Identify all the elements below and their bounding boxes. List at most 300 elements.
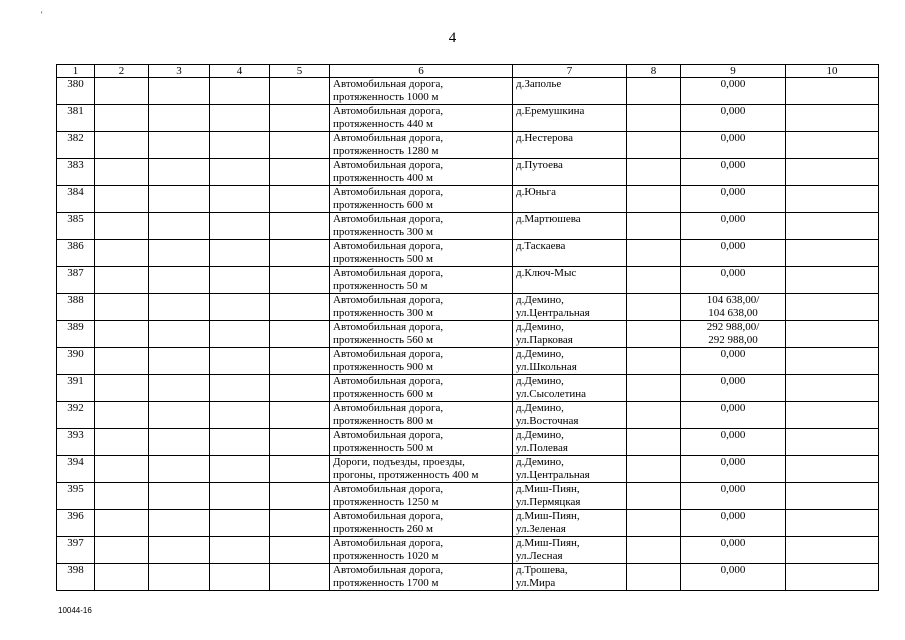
cell-text-line: протяженность 1020 м bbox=[333, 550, 439, 562]
table-row bbox=[57, 483, 879, 510]
empty-cell bbox=[210, 402, 270, 429]
empty-cell bbox=[149, 267, 210, 294]
value-cell bbox=[681, 348, 786, 375]
cell-text-line: 0,000 bbox=[720, 132, 746, 144]
location-cell bbox=[513, 240, 627, 267]
empty-cell bbox=[210, 213, 270, 240]
empty-cell bbox=[149, 510, 210, 537]
empty-cell bbox=[270, 132, 330, 159]
value-cell bbox=[681, 375, 786, 402]
empty-cell bbox=[95, 564, 149, 591]
empty-cell bbox=[210, 375, 270, 402]
value-cell bbox=[681, 132, 786, 159]
empty-cell bbox=[95, 402, 149, 429]
cell-text-line: ул.Полевая bbox=[516, 442, 568, 454]
cell-text-line: 393 bbox=[67, 429, 84, 441]
empty-cell bbox=[149, 105, 210, 132]
empty-cell bbox=[210, 483, 270, 510]
cell-text-line: 387 bbox=[67, 267, 84, 279]
cell-text-line: 0,000 bbox=[720, 159, 746, 171]
cell-text-line: 391 bbox=[67, 375, 84, 387]
value-cell bbox=[681, 186, 786, 213]
empty-cell bbox=[786, 402, 879, 429]
cell-text-line: 392 bbox=[67, 402, 84, 414]
empty-cell bbox=[149, 78, 210, 105]
cell-text-line: д.Еремушкина bbox=[516, 105, 585, 117]
cell-text-line: Автомобильная дорога, bbox=[333, 267, 444, 279]
empty-cell bbox=[210, 159, 270, 186]
table-row bbox=[57, 456, 879, 483]
cell-text-line: протяженность 1000 м bbox=[333, 91, 439, 103]
cell-text-line: Автомобильная дорога, bbox=[333, 348, 444, 360]
registry-table bbox=[56, 64, 879, 591]
empty-cell bbox=[627, 348, 681, 375]
empty-cell bbox=[270, 267, 330, 294]
column-header: 7 bbox=[513, 65, 627, 78]
cell-text-line: 381 bbox=[67, 105, 84, 117]
empty-cell bbox=[627, 537, 681, 564]
document-footer-code: 10044-16 bbox=[58, 606, 92, 615]
row-number-cell bbox=[57, 510, 95, 537]
cell-text-line: ул.Восточная bbox=[516, 415, 579, 427]
cell-text-line: 389 bbox=[67, 321, 84, 333]
table-row bbox=[57, 294, 879, 321]
empty-cell bbox=[270, 159, 330, 186]
location-cell bbox=[513, 105, 627, 132]
empty-cell bbox=[149, 159, 210, 186]
empty-cell bbox=[210, 564, 270, 591]
table-row bbox=[57, 429, 879, 456]
empty-cell bbox=[210, 537, 270, 564]
cell-text-line: д.Миш-Пиян, bbox=[516, 510, 580, 522]
empty-cell bbox=[95, 78, 149, 105]
column-header: 9 bbox=[681, 65, 786, 78]
location-cell bbox=[513, 456, 627, 483]
empty-cell bbox=[270, 186, 330, 213]
empty-cell bbox=[627, 510, 681, 537]
cell-text-line: Дороги, подъезды, проезды, bbox=[333, 456, 465, 468]
location-cell bbox=[513, 564, 627, 591]
value-cell bbox=[681, 402, 786, 429]
empty-cell bbox=[627, 186, 681, 213]
cell-text-line: 0,000 bbox=[720, 564, 746, 576]
row-number-cell bbox=[57, 267, 95, 294]
object-name-cell bbox=[330, 240, 513, 267]
empty-cell bbox=[270, 483, 330, 510]
row-number-cell bbox=[57, 402, 95, 429]
empty-cell bbox=[270, 78, 330, 105]
empty-cell bbox=[786, 429, 879, 456]
empty-cell bbox=[95, 105, 149, 132]
empty-cell bbox=[786, 240, 879, 267]
empty-cell bbox=[627, 429, 681, 456]
object-name-cell bbox=[330, 564, 513, 591]
cell-text-line: протяженность 800 м bbox=[333, 415, 434, 427]
empty-cell bbox=[270, 213, 330, 240]
value-cell bbox=[681, 321, 786, 348]
column-header: 10 bbox=[786, 65, 879, 78]
row-number-cell bbox=[57, 240, 95, 267]
cell-text-line: 396 bbox=[67, 510, 84, 522]
table-row bbox=[57, 537, 879, 564]
column-header: 2 bbox=[95, 65, 149, 78]
empty-cell bbox=[210, 267, 270, 294]
object-name-cell bbox=[330, 132, 513, 159]
empty-cell bbox=[627, 132, 681, 159]
cell-text-line: д.Демино, bbox=[516, 294, 564, 306]
cell-text-line: протяженность 1250 м bbox=[333, 496, 439, 508]
cell-text-line: 0,000 bbox=[720, 456, 746, 468]
cell-text-line: 384 bbox=[67, 186, 84, 198]
cell-text-line: д.Ключ-Мыс bbox=[516, 267, 577, 279]
cell-text-line: 0,000 bbox=[720, 483, 746, 495]
cell-text-line: д.Демино, bbox=[516, 402, 564, 414]
location-cell bbox=[513, 78, 627, 105]
table-row bbox=[57, 267, 879, 294]
empty-cell bbox=[627, 294, 681, 321]
empty-cell bbox=[786, 348, 879, 375]
table-row bbox=[57, 240, 879, 267]
cell-text-line: протяженность 560 м bbox=[333, 334, 434, 346]
row-number-cell bbox=[57, 564, 95, 591]
cell-text-line: Автомобильная дорога, bbox=[333, 429, 444, 441]
cell-text-line: д.Демино, bbox=[516, 321, 564, 333]
table-row bbox=[57, 402, 879, 429]
empty-cell bbox=[786, 78, 879, 105]
cell-text-line: Автомобильная дорога, bbox=[333, 537, 444, 549]
row-number-cell bbox=[57, 105, 95, 132]
empty-cell bbox=[627, 213, 681, 240]
table-row bbox=[57, 375, 879, 402]
value-cell bbox=[681, 429, 786, 456]
location-cell bbox=[513, 213, 627, 240]
location-cell bbox=[513, 267, 627, 294]
cell-text-line: Автомобильная дорога, bbox=[333, 510, 444, 522]
empty-cell bbox=[786, 159, 879, 186]
empty-cell bbox=[210, 510, 270, 537]
scan-corner-mark: ‘ bbox=[40, 10, 44, 21]
cell-text-line: протяженность 1700 м bbox=[333, 577, 439, 589]
row-number-cell bbox=[57, 132, 95, 159]
cell-text-line: 0,000 bbox=[720, 240, 746, 252]
empty-cell bbox=[210, 456, 270, 483]
cell-text-line: 0,000 bbox=[720, 375, 746, 387]
empty-cell bbox=[95, 483, 149, 510]
cell-text-line: ул.Лесная bbox=[516, 550, 563, 562]
table-row bbox=[57, 321, 879, 348]
empty-cell bbox=[786, 132, 879, 159]
empty-cell bbox=[210, 294, 270, 321]
cell-text-line: 0,000 bbox=[720, 105, 746, 117]
empty-cell bbox=[786, 510, 879, 537]
cell-text-line: ул.Зеленая bbox=[516, 523, 566, 535]
object-name-cell bbox=[330, 321, 513, 348]
cell-text-line: д.Таскаева bbox=[516, 240, 566, 252]
cell-text-line: д.Мартюшева bbox=[516, 213, 581, 225]
empty-cell bbox=[210, 240, 270, 267]
empty-cell bbox=[95, 132, 149, 159]
cell-text-line: Автомобильная дорога, bbox=[333, 159, 444, 171]
empty-cell bbox=[270, 402, 330, 429]
empty-cell bbox=[627, 402, 681, 429]
empty-cell bbox=[270, 294, 330, 321]
cell-text-line: протяженность 600 м bbox=[333, 199, 434, 211]
value-cell bbox=[681, 159, 786, 186]
empty-cell bbox=[270, 510, 330, 537]
cell-text-line: д.Заполье bbox=[516, 78, 562, 90]
empty-cell bbox=[95, 159, 149, 186]
column-header: 5 bbox=[270, 65, 330, 78]
location-cell bbox=[513, 132, 627, 159]
object-name-cell bbox=[330, 186, 513, 213]
row-number-cell bbox=[57, 375, 95, 402]
row-number-cell bbox=[57, 456, 95, 483]
location-cell bbox=[513, 348, 627, 375]
empty-cell bbox=[786, 375, 879, 402]
value-cell bbox=[681, 510, 786, 537]
cell-text-line: 0,000 bbox=[720, 186, 746, 198]
cell-text-line: Автомобильная дорога, bbox=[333, 213, 444, 225]
object-name-cell bbox=[330, 429, 513, 456]
cell-text-line: Автомобильная дорога, bbox=[333, 375, 444, 387]
empty-cell bbox=[95, 456, 149, 483]
location-cell bbox=[513, 483, 627, 510]
row-number-cell bbox=[57, 348, 95, 375]
empty-cell bbox=[210, 348, 270, 375]
empty-cell bbox=[786, 483, 879, 510]
cell-text-line: д.Нестерова bbox=[516, 132, 573, 144]
empty-cell bbox=[270, 456, 330, 483]
cell-text-line: ул.Пермяцкая bbox=[516, 496, 581, 508]
value-cell bbox=[681, 456, 786, 483]
empty-cell bbox=[149, 402, 210, 429]
cell-text-line: протяженность 900 м bbox=[333, 361, 434, 373]
empty-cell bbox=[786, 321, 879, 348]
empty-cell bbox=[270, 564, 330, 591]
cell-text-line: д.Демино, bbox=[516, 456, 564, 468]
value-cell bbox=[681, 213, 786, 240]
cell-text-line: Автомобильная дорога, bbox=[333, 483, 444, 495]
cell-text-line: 0,000 bbox=[720, 78, 746, 90]
empty-cell bbox=[786, 213, 879, 240]
empty-cell bbox=[149, 375, 210, 402]
row-number-cell bbox=[57, 213, 95, 240]
empty-cell bbox=[627, 564, 681, 591]
empty-cell bbox=[149, 456, 210, 483]
empty-cell bbox=[95, 267, 149, 294]
empty-cell bbox=[149, 186, 210, 213]
location-cell bbox=[513, 510, 627, 537]
empty-cell bbox=[627, 240, 681, 267]
cell-text-line: 383 bbox=[67, 159, 84, 171]
cell-text-line: д.Демино, bbox=[516, 348, 564, 360]
cell-text-line: 388 bbox=[67, 294, 84, 306]
object-name-cell bbox=[330, 294, 513, 321]
empty-cell bbox=[95, 348, 149, 375]
cell-text-line: Автомобильная дорога, bbox=[333, 321, 444, 333]
column-header: 8 bbox=[627, 65, 681, 78]
cell-text-line: 0,000 bbox=[720, 510, 746, 522]
cell-text-line: 395 bbox=[67, 483, 84, 495]
empty-cell bbox=[149, 537, 210, 564]
row-number-cell bbox=[57, 537, 95, 564]
cell-text-line: д.Юньга bbox=[516, 186, 556, 198]
empty-cell bbox=[95, 510, 149, 537]
object-name-cell bbox=[330, 267, 513, 294]
column-header: 3 bbox=[149, 65, 210, 78]
cell-text-line: протяженность 440 м bbox=[333, 118, 434, 130]
location-cell bbox=[513, 294, 627, 321]
empty-cell bbox=[149, 483, 210, 510]
empty-cell bbox=[95, 375, 149, 402]
object-name-cell bbox=[330, 402, 513, 429]
empty-cell bbox=[270, 375, 330, 402]
column-header: 4 bbox=[210, 65, 270, 78]
object-name-cell bbox=[330, 510, 513, 537]
value-cell bbox=[681, 105, 786, 132]
table-row bbox=[57, 510, 879, 537]
empty-cell bbox=[270, 321, 330, 348]
empty-cell bbox=[95, 429, 149, 456]
empty-cell bbox=[627, 321, 681, 348]
value-cell bbox=[681, 483, 786, 510]
cell-text-line: протяженность 600 м bbox=[333, 388, 434, 400]
empty-cell bbox=[95, 294, 149, 321]
empty-cell bbox=[786, 267, 879, 294]
value-cell bbox=[681, 537, 786, 564]
table-row bbox=[57, 105, 879, 132]
cell-text-line: 382 bbox=[67, 132, 84, 144]
cell-text-line: Автомобильная дорога, bbox=[333, 240, 444, 252]
value-cell bbox=[681, 564, 786, 591]
value-cell bbox=[681, 240, 786, 267]
cell-text-line: протяженность 300 м bbox=[333, 307, 434, 319]
empty-cell bbox=[786, 456, 879, 483]
table-row bbox=[57, 186, 879, 213]
cell-text-line: Автомобильная дорога, bbox=[333, 564, 444, 576]
empty-cell bbox=[786, 294, 879, 321]
cell-text-line: ул.Мира bbox=[516, 577, 556, 589]
location-cell bbox=[513, 159, 627, 186]
empty-cell bbox=[786, 564, 879, 591]
column-header: 6 bbox=[330, 65, 513, 78]
empty-cell bbox=[95, 186, 149, 213]
row-number-cell bbox=[57, 483, 95, 510]
cell-text-line: протяженность 50 м bbox=[333, 280, 428, 292]
table-header-row bbox=[57, 65, 879, 78]
table-row bbox=[57, 159, 879, 186]
cell-text-line: ул.Школьная bbox=[516, 361, 577, 373]
empty-cell bbox=[270, 429, 330, 456]
cell-text-line: Автомобильная дорога, bbox=[333, 132, 444, 144]
object-name-cell bbox=[330, 78, 513, 105]
row-number-cell bbox=[57, 186, 95, 213]
object-name-cell bbox=[330, 456, 513, 483]
empty-cell bbox=[149, 132, 210, 159]
empty-cell bbox=[270, 537, 330, 564]
cell-text-line: Автомобильная дорога, bbox=[333, 105, 444, 117]
empty-cell bbox=[95, 537, 149, 564]
page-number: 4 bbox=[448, 30, 457, 46]
empty-cell bbox=[627, 105, 681, 132]
cell-text-line: д.Демино, bbox=[516, 429, 564, 441]
empty-cell bbox=[270, 105, 330, 132]
value-cell bbox=[681, 294, 786, 321]
cell-text-line: протяженность 500 м bbox=[333, 253, 434, 265]
cell-text-line: 385 bbox=[67, 213, 84, 225]
object-name-cell bbox=[330, 213, 513, 240]
value-cell bbox=[681, 78, 786, 105]
cell-text-line: 0,000 bbox=[720, 402, 746, 414]
empty-cell bbox=[627, 456, 681, 483]
cell-text-line: Автомобильная дорога, bbox=[333, 402, 444, 414]
empty-cell bbox=[786, 537, 879, 564]
cell-text-line: ул.Центральная bbox=[516, 307, 590, 319]
location-cell bbox=[513, 402, 627, 429]
cell-text-line: 104 638,00/ bbox=[706, 294, 760, 306]
cell-text-line: д.Путоева bbox=[516, 159, 563, 171]
cell-text-line: 292 988,00 bbox=[708, 334, 758, 346]
location-cell bbox=[513, 321, 627, 348]
cell-text-line: протяженность 1280 м bbox=[333, 145, 439, 157]
row-number-cell bbox=[57, 159, 95, 186]
table-row bbox=[57, 564, 879, 591]
empty-cell bbox=[786, 105, 879, 132]
row-number-cell bbox=[57, 294, 95, 321]
empty-cell bbox=[210, 321, 270, 348]
location-cell bbox=[513, 537, 627, 564]
empty-cell bbox=[210, 429, 270, 456]
empty-cell bbox=[210, 78, 270, 105]
cell-text-line: протяженность 500 м bbox=[333, 442, 434, 454]
cell-text-line: прогоны, протяженность 400 м bbox=[333, 469, 479, 481]
object-name-cell bbox=[330, 375, 513, 402]
table-row bbox=[57, 132, 879, 159]
cell-text-line: Автомобильная дорога, bbox=[333, 294, 444, 306]
empty-cell bbox=[627, 267, 681, 294]
cell-text-line: 398 bbox=[67, 564, 84, 576]
empty-cell bbox=[95, 240, 149, 267]
location-cell bbox=[513, 429, 627, 456]
empty-cell bbox=[95, 213, 149, 240]
cell-text-line: протяженность 260 м bbox=[333, 523, 434, 535]
empty-cell bbox=[149, 294, 210, 321]
cell-text-line: протяженность 400 м bbox=[333, 172, 434, 184]
cell-text-line: ул.Центральная bbox=[516, 469, 590, 481]
cell-text-line: 0,000 bbox=[720, 348, 746, 360]
empty-cell bbox=[786, 186, 879, 213]
empty-cell bbox=[210, 105, 270, 132]
empty-cell bbox=[149, 564, 210, 591]
empty-cell bbox=[149, 429, 210, 456]
cell-text-line: д.Демино, bbox=[516, 375, 564, 387]
cell-text-line: д.Миш-Пиян, bbox=[516, 537, 580, 549]
cell-text-line: д.Миш-Пиян, bbox=[516, 483, 580, 495]
empty-cell bbox=[627, 159, 681, 186]
empty-cell bbox=[210, 186, 270, 213]
empty-cell bbox=[270, 348, 330, 375]
empty-cell bbox=[270, 240, 330, 267]
location-cell bbox=[513, 375, 627, 402]
empty-cell bbox=[149, 348, 210, 375]
cell-text-line: протяженность 300 м bbox=[333, 226, 434, 238]
cell-text-line: 394 bbox=[67, 456, 84, 468]
cell-text-line: Автомобильная дорога, bbox=[333, 78, 444, 90]
cell-text-line: 0,000 bbox=[720, 429, 746, 441]
empty-cell bbox=[149, 321, 210, 348]
row-number-cell bbox=[57, 78, 95, 105]
object-name-cell bbox=[330, 537, 513, 564]
